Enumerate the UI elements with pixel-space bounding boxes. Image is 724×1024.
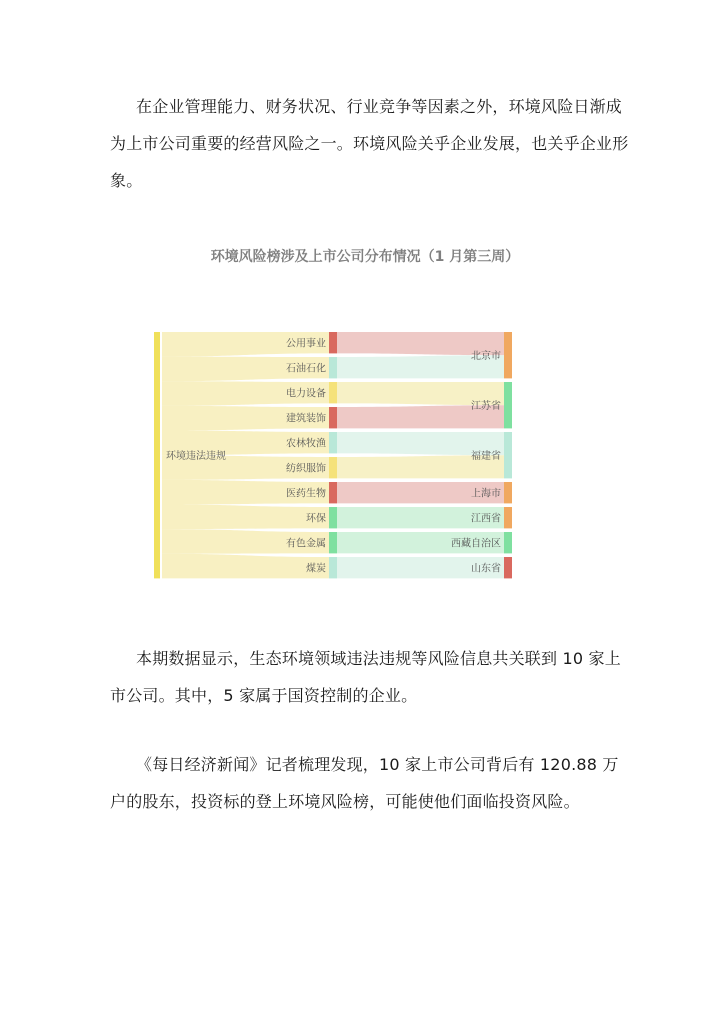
node-region-label-6: 山东省 xyxy=(471,563,501,575)
node-industry-label-3: 建筑装饰 xyxy=(286,413,326,425)
node-industry-label-9: 煤炭 xyxy=(306,563,326,575)
node-region-label-3: 上海市 xyxy=(471,488,501,500)
node-industry-7 xyxy=(329,507,337,528)
node-region-2 xyxy=(504,432,512,478)
node-region-1 xyxy=(504,382,512,428)
summary-paragraph: 本期数据显示，生态环境领域违法违规等风险信息共关联到 10 家上市公司。其中，5 家属于国资控制的企业。 xyxy=(110,649,621,705)
node-industry-label-1: 石油石化 xyxy=(286,363,326,375)
node-region-6 xyxy=(504,557,512,578)
node-industry-3 xyxy=(329,407,337,428)
node-industry-4 xyxy=(329,432,337,453)
node-region-4 xyxy=(504,507,512,528)
link-source-煤炭 xyxy=(162,554,329,579)
node-region-label-2: 福建省 xyxy=(471,451,501,463)
chart-title: 环境风险榜涉及上市公司分布情况（1 月第三周） xyxy=(210,249,520,265)
node-region-label-5: 西藏自治区 xyxy=(451,538,501,550)
node-industry-label-0: 公用事业 xyxy=(286,338,326,350)
node-region-0 xyxy=(504,332,512,378)
shareholder-paragraph: 《每日经济新闻》记者梳理发现，10 家上市公司背后有 120.88 万户的股东，投资标的登上环境风险榜，可能使他们面临投资风险。 xyxy=(110,755,619,811)
node-industry-1 xyxy=(329,357,337,378)
node-region-label-0: 北京市 xyxy=(471,351,501,363)
node-industry-label-8: 有色金属 xyxy=(286,538,326,550)
node-industry-5 xyxy=(329,457,337,478)
node-region-3 xyxy=(504,482,512,503)
intro-paragraph: 在企业管理能力、财务状况、行业竞争等因素之外，环境风险日渐成为上市公司重要的经营风险之一。环境风险关乎企业发展，也关乎企业形象。 xyxy=(110,97,629,190)
node-region-5 xyxy=(504,532,512,553)
node-source xyxy=(154,332,160,578)
node-industry-2 xyxy=(329,382,337,403)
link-source-环保 xyxy=(162,504,329,529)
node-industry-8 xyxy=(329,532,337,553)
node-industry-label-6: 医药生物 xyxy=(286,488,326,500)
node-industry-label-7: 环保 xyxy=(306,513,326,525)
node-industry-label-4: 农林牧渔 xyxy=(286,438,326,450)
sankey-chart xyxy=(140,240,590,590)
node-industry-label-5: 纺织服饰 xyxy=(286,463,326,475)
node-source-label: 环境违法违规 xyxy=(166,451,226,463)
node-region-label-4: 江西省 xyxy=(471,513,501,525)
node-industry-6 xyxy=(329,482,337,503)
sankey-svg xyxy=(140,240,590,590)
node-industry-9 xyxy=(329,557,337,578)
node-industry-0 xyxy=(329,332,337,353)
node-industry-label-2: 电力设备 xyxy=(286,388,326,400)
node-region-label-1: 江苏省 xyxy=(471,401,501,413)
